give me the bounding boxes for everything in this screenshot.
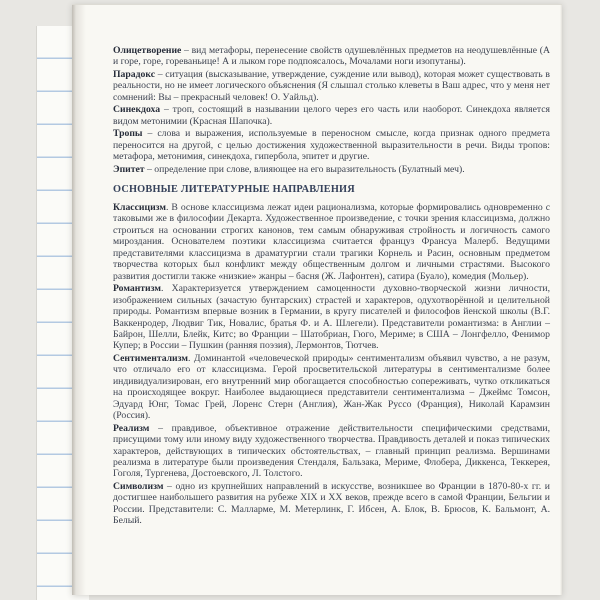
glossary-entry [113, 128, 550, 162]
glossary-definition: – слова и выражения, используемые в переносном смысле, когда признак одного предмета переносится на другой, с целью достижения художественной выразительности в речи. Виды тропов: метафора, метонимия, синекдоха, гипербола, эпитет и другие. [113, 128, 550, 163]
glossary-definition: – вид метафоры, перенесение свойств одушевлённых предметов на неодушевлённые (А и горе, горе, гореваньице! А и лыком горе подпоясалось, Мочалами ноги изопутаны). [113, 45, 550, 68]
glossary-definition: – определение при слове, влияющее на его выразительность (Булатный меч). [144, 163, 465, 175]
direction-definition: – правдивое, объективное отражение действительности специфическими средствами, присущими тому или иному виду художественного творчества. Правдивость деталей и показ типических характеров, действующих в типических обстоятельствах, – главный принцип реализма. Вершинами реализма в литературе были произведения Стендаля, Бальзака, Мериме, Флобера, Диккенса, Теккерея, Гоголя, Тургенева, Достоевского, Л. Толстого. [113, 422, 550, 480]
glossary-entry [113, 104, 550, 127]
direction-entry [113, 481, 550, 527]
direction-term: Реализм [113, 422, 150, 434]
page-text-block [113, 45, 550, 527]
glossary-term: Олицетворение [113, 45, 182, 56]
section-heading: ОСНОВНЫЕ ЛИТЕРАТУРНЫЕ НАПРАВЛЕНИЯ [113, 183, 355, 195]
direction-term: Сентиментализм [113, 352, 188, 364]
direction-definition: . Характеризуется утверждением самоценности духовно-творческой жизни личности, изображением сильных (зачастую бунтарских) страстей и характеров, одухотворённой и целительной природы. Романтизм впервые возник в Германии, в кругу писателей и философов йенской школы (В.Г. Ваккенродер, Людвиг Тик, Новалис, братья Ф. и А. Шлегели). Представители романтизма: в Англии – Байрон, Шелли, Блейк, Китс; во Франции – Шатобриан, Гюго, Мериме; в США – Лонгфелло, Фенимор Купер; в России – Пушкин (ранняя поэзия), Лермонтов, Тютчев. [113, 283, 550, 352]
direction-definition: . В основе классицизма лежат идеи рационализма, которые формировались одновременно с таковыми же в философии Декарта. Художественное произведение, с точки зрения классицизма, должно строиться на основании строгих канонов, тем самым обнаруживая стройность и логичность самого мироздания. Основателем поэтики классицизма считается француз Франсуа Малерб. Ведущими представителями классицизма в драматургии стали трагики Корнель и Расин, основным предметом творчества которых был конфликт между общественным долгом и личными страстями. Высокого развития достигли также «низкие» жанры – басня (Ж. Лафонтен), сатира (Буало), комедия (Мольер). [113, 201, 550, 282]
direction-entry [113, 353, 550, 422]
glossary-term: Синекдоха [113, 104, 161, 116]
direction-term: Классицизм [113, 201, 167, 213]
direction-entry [113, 202, 550, 282]
directions-section [113, 202, 550, 527]
glossary-term: Эпитет [113, 163, 145, 175]
glossary-entry [113, 164, 550, 175]
direction-definition: – одно из крупнейших направлений в искусстве, возникшее во Франции в 1870-80-х гг. и достигшее наибольшего развития на рубеже XIX и XX веков, прежде всего в самой Франции, Бельгии и России. Представители: С. Малларме, М. Метерлинк, Г. Ибсен, А. Блок, В. Брюсов, К. Бальмонт, А. Белый. [113, 480, 550, 527]
glossary-term: Тропы [113, 128, 143, 140]
direction-term: Символизм [113, 480, 164, 492]
glossary-definition: – троп, состоящий в назывании целого через его часть или наоборот. Синекдоха является видом метонимии (Красная Шапочка). [113, 104, 550, 127]
book-page [72, 4, 562, 595]
glossary-entry [113, 45, 550, 68]
glossary-term: Парадокс [113, 68, 155, 80]
direction-entry [113, 423, 550, 480]
direction-term: Романтизм [113, 283, 161, 295]
direction-entry [113, 283, 550, 352]
direction-definition: . Доминантой «человеческой природы» сентиментализм объявил чувство, а не разум, что отличало его от классицизма. Герой просветительской литературы в сентиментализме более индивидуализирован, его внутренний мир обогащается способностью сопереживать, чутко откликаться на происходящее вокруг. Наиболее выдающиеся представители сентиментализма – Джеймс Томсон, Эдуард Юнг, Томас Грей, Лоренс Стерн (Англия), Жан-Жак Руссо (Франция), Николай Карамзин (Россия). [113, 352, 550, 422]
glossary-section [113, 45, 550, 175]
glossary-definition: – ситуация (высказывание, утверждение, суждение или вывод), которая может существовать в реальности, но не имеет логического объяснения (Я слышал столько клеветы в Ваш адрес, что у меня нет сомнений: Вы – прекрасный человек! О. Уайльд). [113, 68, 550, 103]
glossary-entry [113, 69, 550, 103]
